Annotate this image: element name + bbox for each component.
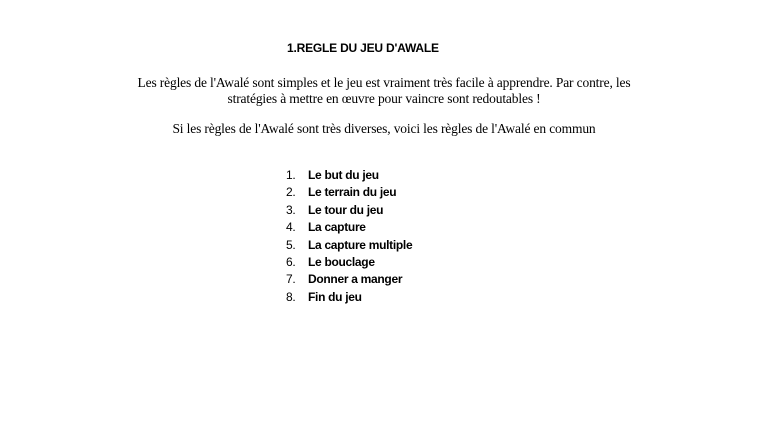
rule-number: 7.	[286, 272, 296, 287]
rule-label: La capture multiple	[308, 237, 413, 252]
rule-number: 5.	[286, 237, 296, 252]
rule-item	[286, 271, 412, 288]
rule-label: La capture	[308, 220, 366, 235]
rule-label: Le terrain du jeu	[308, 185, 397, 200]
rule-item	[286, 202, 412, 219]
rule-number: 6.	[286, 255, 296, 270]
rule-number: 8.	[286, 289, 296, 304]
rule-item	[286, 219, 412, 236]
rule-number: 3.	[286, 202, 296, 217]
rule-number: 2.	[286, 185, 296, 200]
common-rules-sentence: Si les règles de l'Awalé sont très diverses, voici les règles de l'Awalé en commun	[172, 121, 596, 136]
intro-line: Les règles de l'Awalé sont simples et le jeu est vraiment très facile à apprendre. Par contre, les	[137, 75, 631, 90]
rules-list	[286, 167, 412, 306]
rule-item	[286, 237, 412, 254]
document-title: 1.REGLE DU JEU D'AWALE	[287, 41, 439, 55]
rule-label: Le tour du jeu	[308, 202, 384, 217]
rule-label: Donner a manger	[308, 272, 403, 287]
intro-line: stratégies à mettre en œuvre pour vaincre sont redoutables !	[227, 91, 541, 106]
rule-item	[286, 184, 412, 201]
rule-item	[286, 254, 412, 271]
intro-paragraph	[90, 75, 678, 107]
rule-item	[286, 167, 412, 184]
rule-label: Fin du jeu	[308, 289, 362, 304]
rule-item	[286, 289, 412, 306]
rule-number: 4.	[286, 220, 296, 235]
rule-label: Le but du jeu	[308, 168, 379, 182]
rule-number: 1.	[286, 168, 296, 182]
rule-label: Le bouclage	[308, 255, 375, 270]
